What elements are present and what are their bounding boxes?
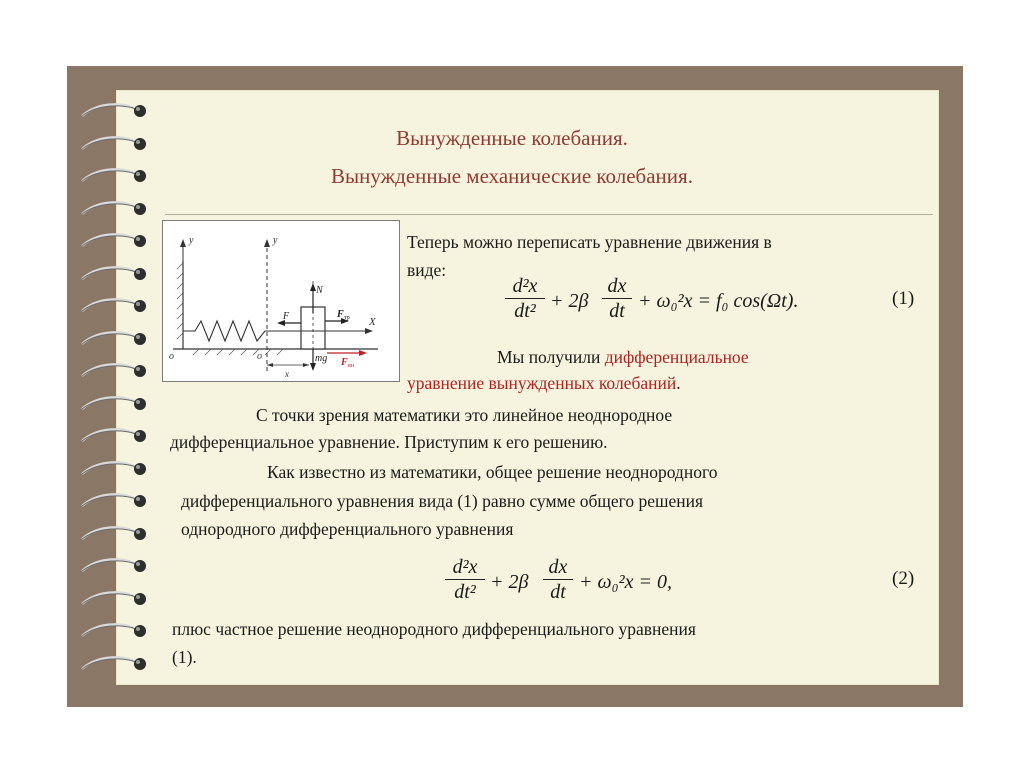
eq1-frac2-num: dx	[602, 274, 632, 299]
result-highlight1: дифференциальное	[604, 347, 749, 367]
spiral-ring-icon	[78, 198, 148, 220]
known-line3: однородного дифференциального уравнения	[181, 519, 514, 539]
intro-line2: виде:	[407, 260, 447, 280]
eq2-term2: + 2β	[490, 571, 529, 593]
eq1-term2: + 2β	[550, 290, 589, 312]
label-Fvn: F	[341, 357, 348, 368]
eq1-term3: + ω₀²x = f₀ cos(Ωt).	[638, 290, 799, 312]
intro-line1: Теперь можно переписать уравнение движения в	[407, 232, 772, 252]
label-y2: y	[273, 235, 278, 246]
spiral-ring-icon	[78, 653, 148, 675]
plus-line1: плюс частное решение неоднородного дифференциального уравнения	[172, 619, 696, 639]
spiral-ring-icon	[78, 425, 148, 447]
eq1-frac1-den: dt²	[514, 300, 536, 322]
label-x-axis: X	[369, 316, 376, 328]
eq1-frac2-den: dt	[609, 300, 625, 322]
spiral-ring-icon	[78, 620, 148, 642]
spiral-ring-icon	[78, 588, 148, 610]
math-line2: дифференциальное уравнение. Приступим к его решению.	[170, 432, 608, 452]
label-origin2: o	[257, 351, 262, 362]
title-divider	[165, 214, 933, 215]
spiral-ring-icon	[78, 230, 148, 252]
eq2-frac1-num: d²x	[445, 555, 485, 580]
slide-title-line1: Вынужденные колебания.	[396, 126, 628, 150]
eq1-frac1-num: d²x	[505, 274, 545, 299]
spiral-ring-icon	[78, 458, 148, 480]
spiral-ring-icon	[78, 263, 148, 285]
result-line2	[407, 373, 681, 394]
spiral-ring-icon	[78, 555, 148, 577]
result-plain: Мы получили	[497, 347, 605, 367]
result-end: .	[676, 373, 681, 393]
spiral-ring-icon	[78, 360, 148, 382]
result-line1	[497, 347, 749, 368]
math-line1: С точки зрения математики это линейное неоднородное	[256, 405, 673, 425]
spring-oscillator-figure	[162, 220, 400, 382]
spiral-ring-icon	[78, 393, 148, 415]
result-highlight2: уравнение вынужденных колебаний	[407, 373, 677, 393]
spiral-ring-icon	[78, 523, 148, 545]
label-Fvn-sub: вн	[348, 363, 355, 369]
spiral-ring-icon	[78, 100, 148, 122]
eq2-frac2-den: dt	[550, 581, 566, 603]
oscillator-diagram	[163, 221, 399, 381]
plus-line2: (1).	[172, 647, 197, 667]
label-x-small: x	[285, 369, 289, 379]
spiral-ring-icon	[78, 490, 148, 512]
known-line1: Как известно из математики, общее решение неоднородного	[267, 462, 718, 482]
label-origin1: o	[169, 351, 174, 362]
label-N: N	[316, 285, 323, 296]
eq2-frac2-num: dx	[543, 555, 573, 580]
label-Ftr: F	[337, 309, 344, 320]
spiral-ring-icon	[78, 295, 148, 317]
eq2-frac1-den: dt²	[454, 581, 476, 603]
eq2-term3: + ω₀²x = 0,	[579, 571, 672, 593]
known-line2: дифференциального уравнения вида (1) равно сумме общего решения	[181, 491, 704, 511]
label-y1: y	[189, 235, 194, 246]
label-Ftr-sub: тр	[344, 315, 350, 321]
slide-title-line2: Вынужденные механические колебания.	[331, 164, 693, 188]
eq1-number: (1)	[892, 288, 915, 309]
label-F: F	[283, 311, 290, 322]
eq2-number: (2)	[892, 568, 915, 589]
label-mg: mg	[315, 353, 328, 364]
spiral-ring-icon	[78, 328, 148, 350]
